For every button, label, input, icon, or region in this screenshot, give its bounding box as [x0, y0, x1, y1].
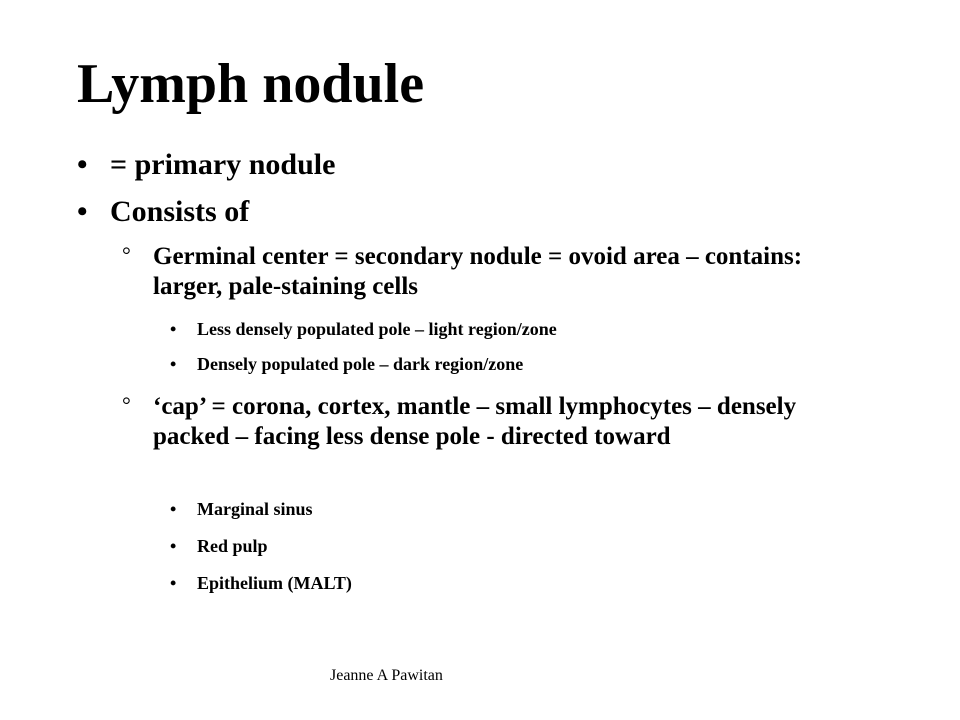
footer-author: Jeanne A Pawitan	[330, 667, 443, 684]
sub-sub-item-text: Marginal sinus	[197, 499, 313, 519]
bullet-text: Consists of	[110, 195, 250, 228]
bullet-icon: •	[170, 319, 177, 339]
bullet-icon: •	[77, 195, 88, 228]
bullet-icon: •	[170, 354, 177, 374]
bullet-icon: •	[170, 536, 177, 556]
sub-sub-item-text: Densely populated pole – dark region/zone	[197, 354, 524, 374]
bullet-text: = primary nodule	[110, 148, 336, 181]
bullet-icon: •	[77, 148, 88, 181]
bullet-icon: •	[170, 499, 177, 519]
sub-item-text: ‘cap’ = corona, cortex, mantle – small lymphocytes – densely packed – facing less dense pole - directed toward	[153, 393, 797, 450]
sub-item-text: Germinal center = secondary nodule = ovoid area – contains: larger, pale-staining cells	[153, 243, 803, 300]
slide-title: Lymph nodule	[77, 53, 425, 115]
degree-bullet-icon: °	[122, 392, 131, 417]
sub-sub-item-text: Less densely populated pole – light region/zone	[197, 319, 557, 339]
bullet-icon: •	[170, 573, 177, 593]
sub-sub-item-text: Red pulp	[197, 536, 268, 556]
sub-sub-item-text: Epithelium (MALT)	[197, 573, 352, 593]
degree-bullet-icon: °	[122, 242, 131, 267]
